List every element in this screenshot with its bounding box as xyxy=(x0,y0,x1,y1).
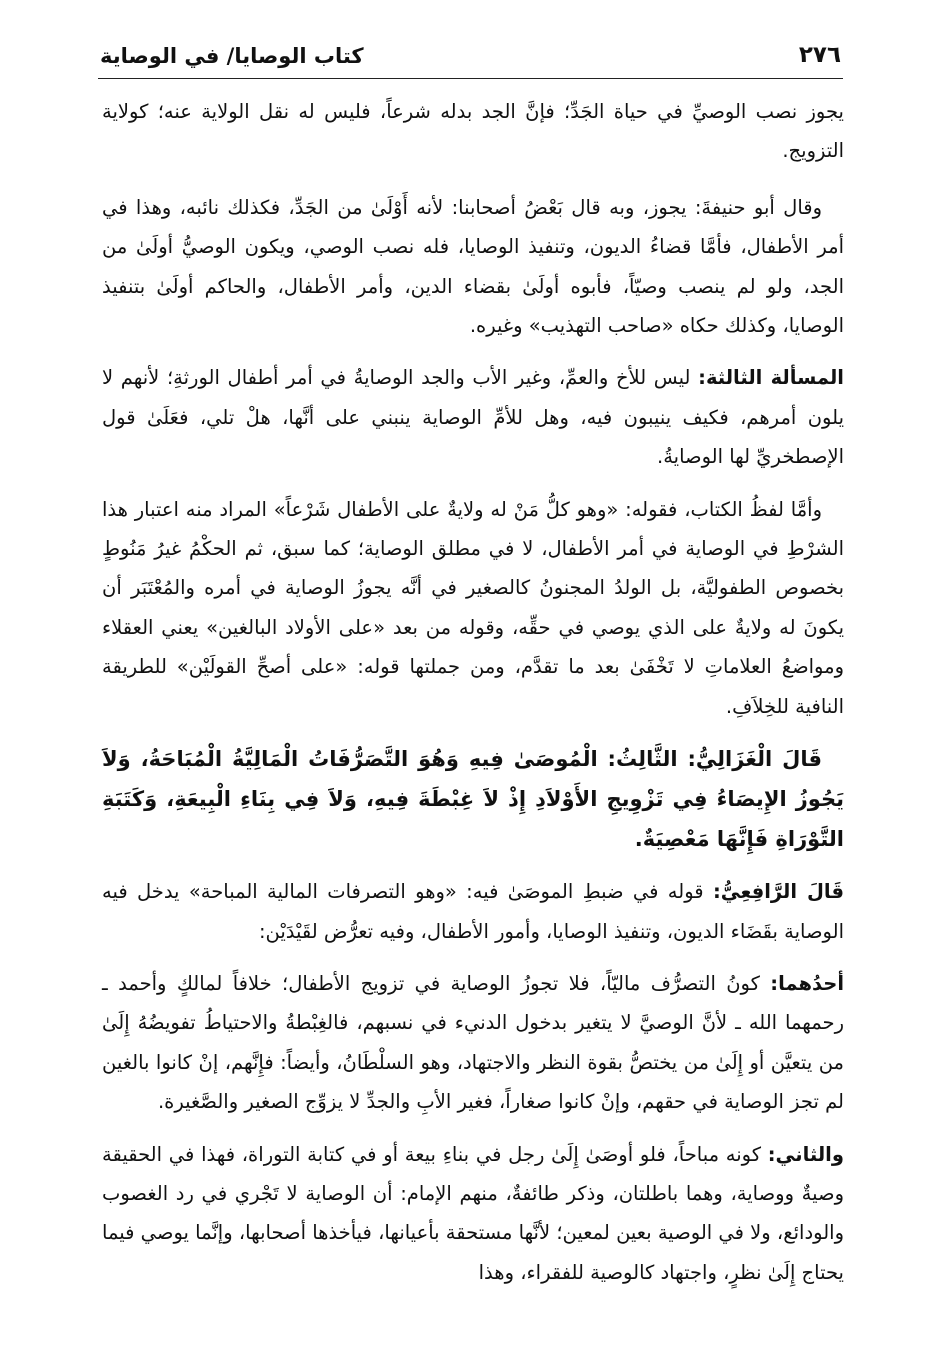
page-number: ٢٧٦ xyxy=(798,42,841,68)
paragraph-text: وقال أبو حنيفةَ: يجوز، وبه قال بَعْضُ أصحابنا: لأنه أَوْلَىٰ من الجَدِّ، فكذلك نائبه، وهذا في أمر الأطفال، فأمَّا قضاءُ الديون، وتنفيذ الوصايا، فله نصب الوصي، ويكون الوصيُّ أولَىٰ من الجد، ولو لم ينصب وصيّاً، فأبوه أولَىٰ بقضاء الدين، وأمر الأطفال، والحاكم أولَىٰ بتنفيذ الوصايا، وكذلك حكاه «صاحب التهذيب» وغيره. xyxy=(102,195,844,338)
paragraph-lead: أحدُهما: xyxy=(770,971,844,995)
header-title: كتاب الوصايا/ في الوصاية xyxy=(100,44,364,68)
paragraph-lead: والثاني: xyxy=(767,1142,844,1166)
paragraph-text: كونه مباحاً، فلو أوصَىٰ إِلَىٰ رجل في بناءِ بيعة أو في كتابة التوراة، فهذا في الحقيقة وصيةٌ ووصاية، وهما باطلتان، وذكر طائفةٌ، منهم الإمام: أن الوصاية لا تَجْري في رد الغصوب والودائع، ولا في الوصية بعين لمعين؛ لأنَّها مستحقة بأعيانها، فيأخذها أصحابها، وإنَّما يوصي فيما يحتاج إِلَىٰ نظرٍ، واجتهاد كالوصية للفقراء، وهذا xyxy=(102,1142,844,1284)
paragraph-book-wording xyxy=(102,490,844,726)
paragraph-text: ليس للأخ والعمِّ، وغير الأب والجد الوصايةُ في أمر أطفال الورثةِ؛ لأنهم لا يلون أمرهم، فكيف ينيبون فيه، وهل للأمِّ الوصاية ينبني على أنَّها، هلْ تلي، فعَلَىٰ قول الإصطخريِّ لها الوصايةُ. xyxy=(102,366,844,469)
paragraph-text: كونُ التصرُّف ماليّاً، فلا تجوزُ الوصاية في تزويج الأطفال؛ خلافاً لمالكٍ وأحمد ـ رحمهما الله ـ لأنَّ الوصيَّ لا يتغير بدخول الدنيء في نسبهم، فالغِبْطةُ والاحتياطُ تفويضُهُ إِلَىٰ من يتعيَّن أو إِلَىٰ من يختصُّ بقوة النظر والاجتهاد، وهو السلْطَانُ، وأيضاً: فإِنَّهم، إنْ كانوا بالغين لم تجز الوصاية في حقهم، وإنْ كانوا صغاراً، فغير الأبِ والجدِّ لا يزوِّج الصغير والصَّغيرة. xyxy=(102,971,844,1114)
paragraph-lead: قَالَ الرَّافِعِيُّ: xyxy=(712,880,844,904)
paragraph-lead: المسألة الثالثة: xyxy=(698,366,844,390)
running-header xyxy=(98,38,843,79)
paragraph-third-issue xyxy=(102,358,844,476)
paragraph-text: وأمَّا لفظُ الكتاب، فقوله: «وهو كلُّ مَنْ له ولايةٌ على الأطفال شَرْعاً» المراد منه اعتبار هذا الشرْطِ في الوصاية في أمر الأطفال، لا في مطلق الوصاية؛ كما سبق، ثم الحكْمُ غيرُ مَنُوطٍ بخصوص الطفوليَّة، بل الولدُ المجنونُ كالصغير في أنَّه يجوزُ الوصاية في أمره والمُعْتَبَر أن يكونَ له ولايةٌ على الذي يوصي في حقِّه، وقوله من بعد «على الأولاد البالغين» يعني العقلاء ومواضعُ العلاماتِ لا تَخْفَىٰ بعد ما تقدَّم، ومن جملتها قوله: «على أصحِّ القولَيْن» للطريقة النافية للخِلاَفِ. xyxy=(102,497,844,718)
paragraph-ghazali-matn xyxy=(102,739,844,859)
body-text xyxy=(102,92,844,1305)
paragraph-second-condition xyxy=(102,1135,844,1293)
paragraph-text: قَالَ الْغَزَالِيُّ: الثَّالِثُ: الْمُوصَىٰ فِيهِ وَهُوَ التَّصَرُّفَاتُ الْمَالِيَّةُ الْمُبَاحَةُ، وَلاَ يَجُوزُ الإِيصَاءُ فِي تَزْوِيجِ الأَوْلاَدِ إِذْ لاَ غِبْطَةَ فِيهِ، وَلاَ فِي بِنَاءِ الْبِيعَةِ، وَكَتَبَةِ التَّوْرَاةِ فَإِنَّهَا مَعْصِيَةٌ. xyxy=(102,747,844,852)
paragraph-first-condition xyxy=(102,964,844,1122)
paragraph-text: يجوز نصب الوصيِّ في حياة الجَدِّ؛ فإنَّ الجد بدله شرعاً، فليس له نقل الولاية عنه؛ كولاية التزويج. xyxy=(102,100,844,163)
paragraph-text: قوله في ضبطِ الموصَىٰ فيه: «وهو التصرفات المالية المباحة» يدخل فيه الوصاية بقَضَاء الديون، وتنفيذ الوصايا، وأمور الأطفال، وفيه تعرُّض لقَيْدَيْن: xyxy=(102,880,844,943)
paragraph-abu-hanifa xyxy=(102,188,844,346)
paragraph-rafii xyxy=(102,872,844,951)
paragraph-continued xyxy=(102,92,844,171)
